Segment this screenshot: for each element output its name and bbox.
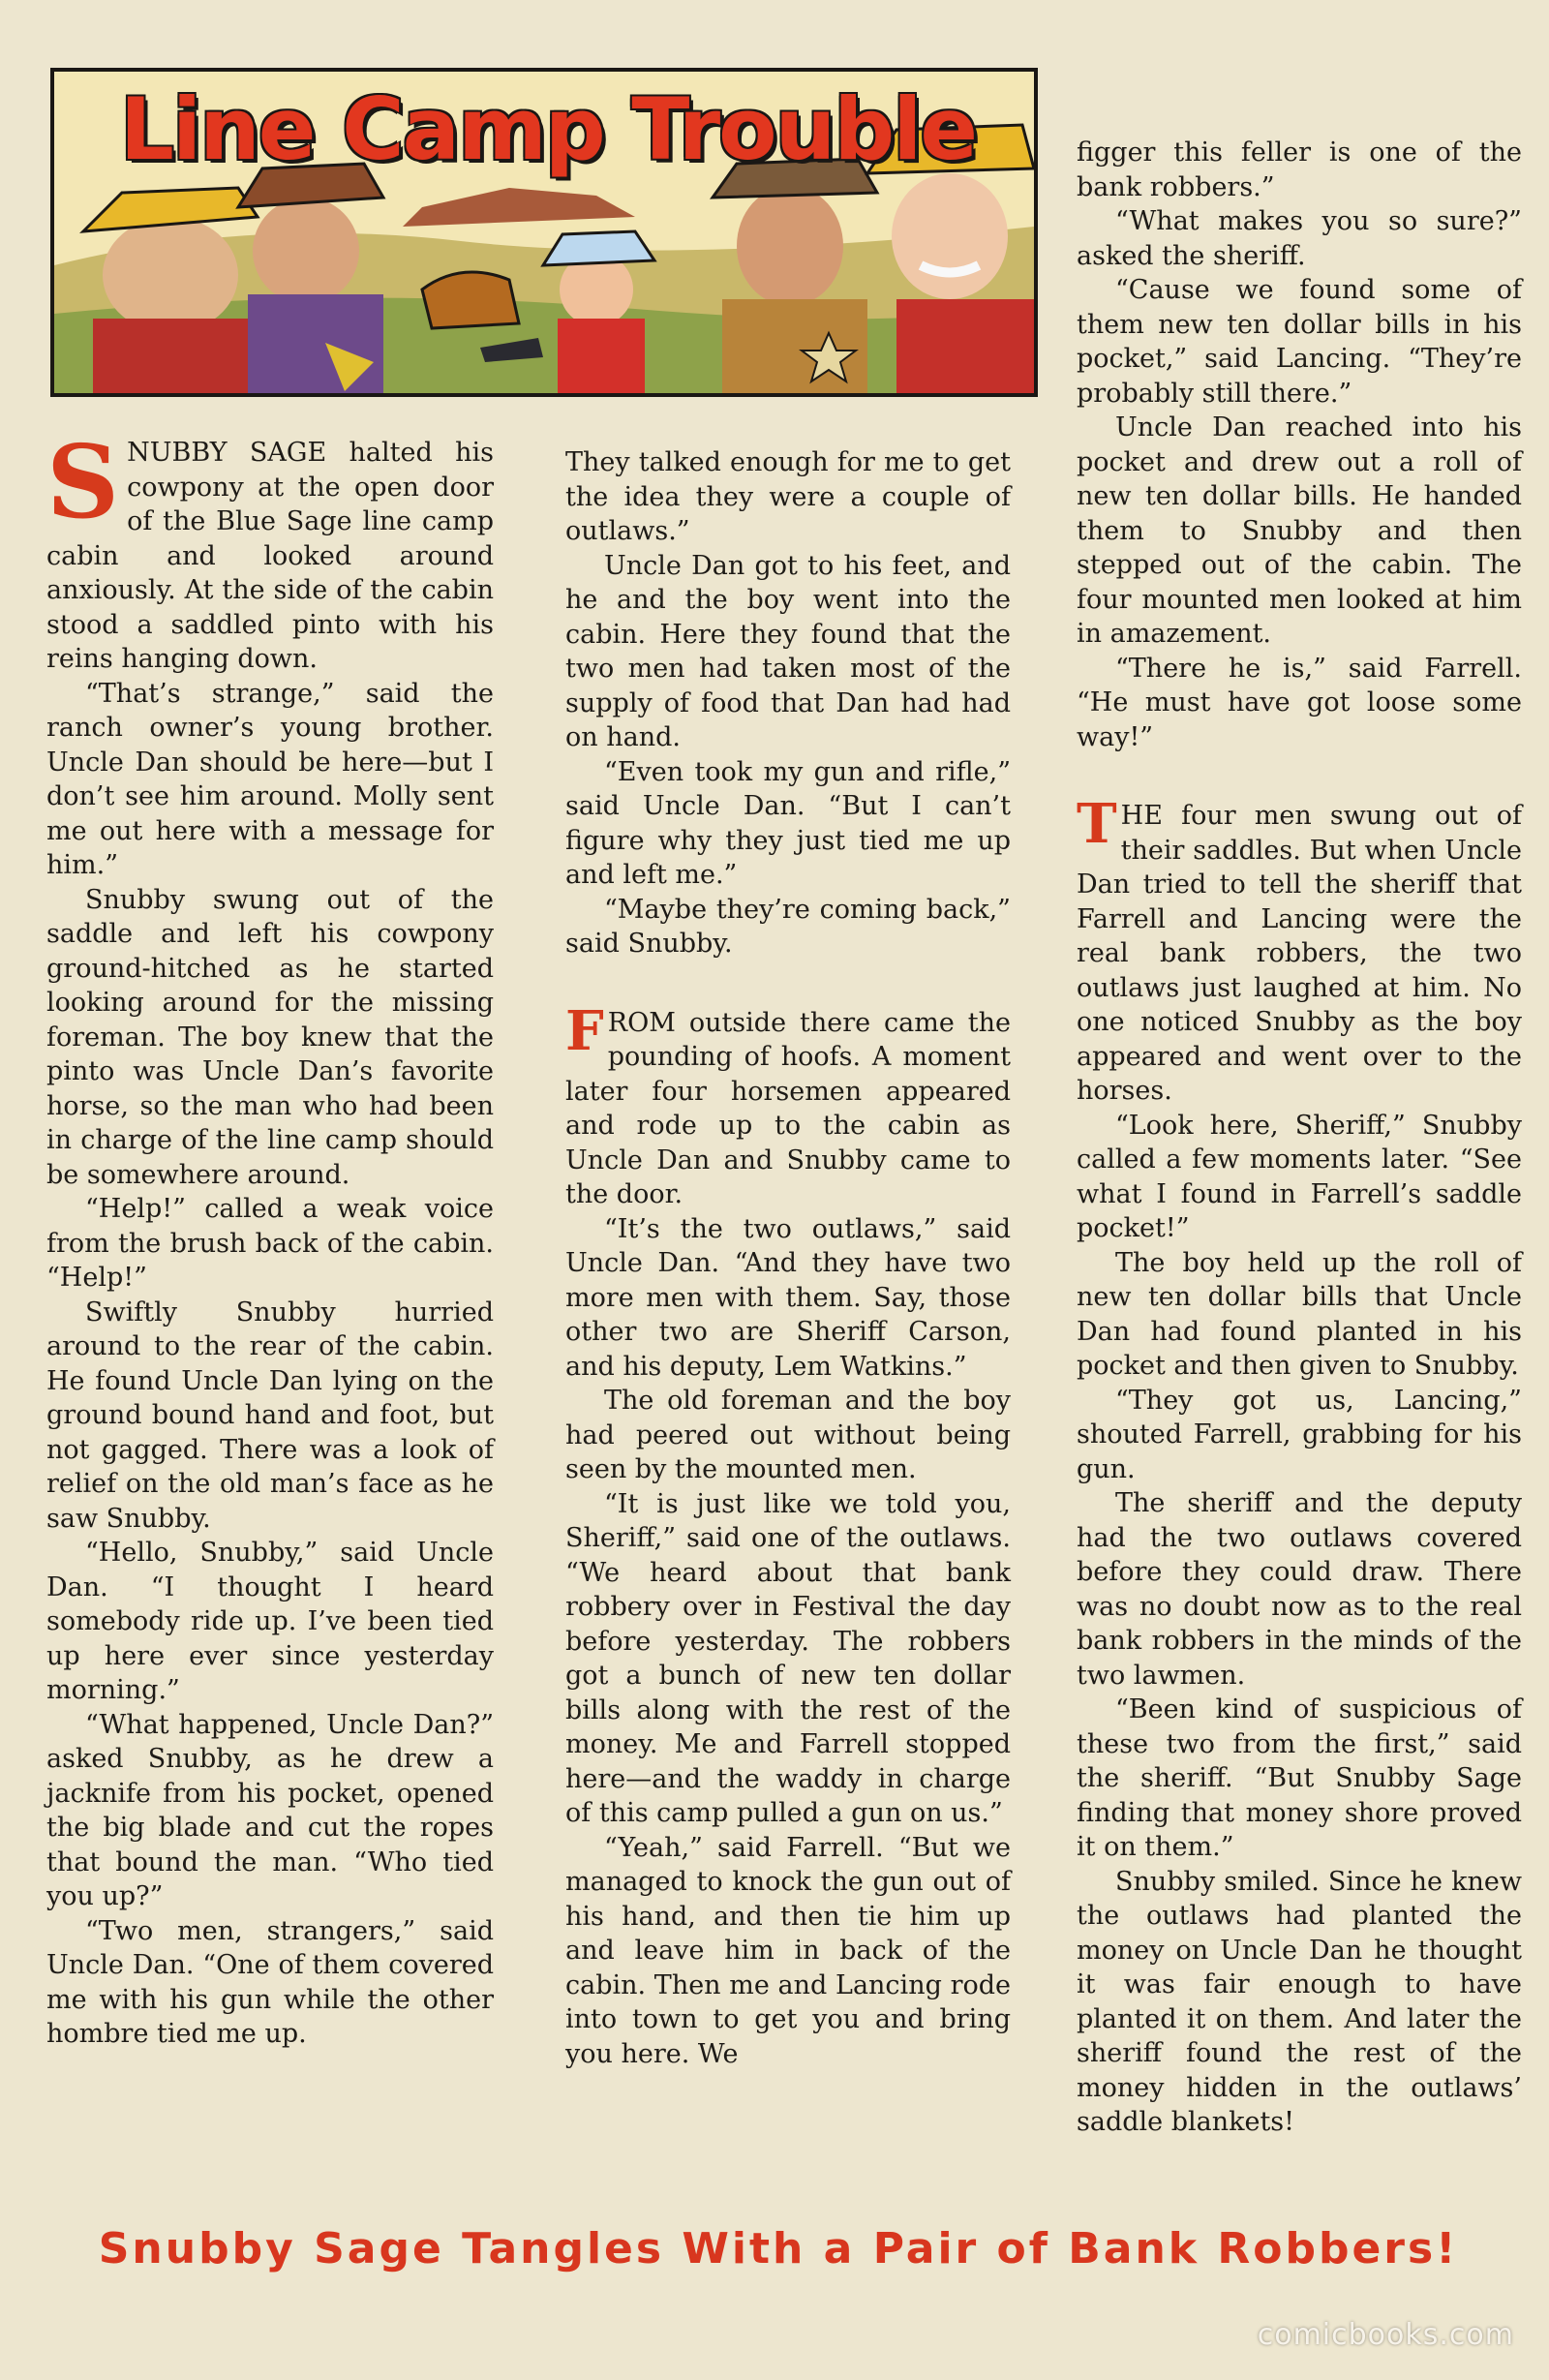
- paragraph: “What makes you so sure?” asked the sheriff.: [1077, 206, 1522, 271]
- paragraph: “It is just like we told you, Sheriff,” said one of the outlaws. “We heard about that bank robbery over in Festival the day before yesterday. The robbers got a bunch of new ten dollar bills along with the rest of the money. Me and Farrell stopped here—and the waddy in charge of this camp pulled a gun on us.”: [565, 1488, 1011, 1828]
- text-column-3: [1077, 136, 1522, 2140]
- section-gap: [1077, 754, 1522, 799]
- paragraph: “Been kind of suspicious of these two from the first,” said the sheriff. “But Snubby Sage finding that money shore proved it on them.”: [1077, 1694, 1522, 1862]
- paragraph: The boy held up the roll of new ten dollar bills that Uncle Dan had found planted in his pocket and then given to Snubby.: [1077, 1247, 1522, 1381]
- paragraph: Uncle Dan reached into his pocket and drew out a roll of new ten dollar bills. He handed them to Snubby and then stepped out of the cabin. The four mounted men looked at him in amazement.: [1077, 412, 1522, 649]
- text-column-1: [46, 422, 494, 2052]
- paragraph: “Even took my gun and rifle,” said Uncle Dan. “But I can’t figure why they just tied me up and left me.”: [565, 756, 1011, 890]
- text-column-2: [565, 445, 1011, 2071]
- paragraph: The old foreman and the boy had peered out without being seen by the mounted men.: [565, 1386, 1011, 1484]
- paragraph: Snubby swung out of the saddle and left his cowpony ground-hitched as he started looking around for the missing foreman. The boy knew that the pinto was Uncle Dan’s favorite horse, so the man who had been in charge of the line camp should be somewhere around.: [46, 884, 494, 1190]
- paragraph: “Yeah,” said Farrell. “But we managed to knock the gun out of his hand, and then tie him up and leave him in back of the cabin. Then me and Lancing rode into town to get you and bring you here. We: [565, 1832, 1011, 2069]
- paragraph: “It’s the two outlaws,” said Uncle Dan. “And they have two more men with them. Say, those other two are Sheriff Carson, and his deputy, Lem Watkins.”: [565, 1213, 1011, 1382]
- title-panel-illustration: [50, 68, 1038, 397]
- drop-cap: F: [565, 998, 604, 1063]
- paragraph: The sheriff and the deputy had the two outlaws covered before they could draw. There was no doubt now as to the real bank robbers in the minds of the two lawmen.: [1077, 1488, 1522, 1691]
- paragraph: ROM outside there came the pounding of hoofs. A moment later four horsemen appeared and rode up to the cabin as Uncle Dan and Snubby came to the door.: [565, 1007, 1011, 1209]
- drop-cap: S: [46, 422, 120, 541]
- paragraph: “Cause we found some of them new ten dollar bills in his pocket,” said Lancing. “They’re probably still there.”: [1077, 275, 1522, 409]
- paragraph: “There he is,” said Farrell. “He must have got loose some way!”: [1077, 653, 1522, 752]
- paragraph: NUBBY SAGE halted his cowpony at the open door of the Blue Sage line camp cabin and looked around anxiously. At the side of the cabin stood a saddled pinto with his reins hanging down.: [46, 438, 494, 674]
- paragraph: “Hello, Snubby,” said Uncle Dan. “I thought I heard somebody ride up. I’ve been tied up here ever since yesterday morning.”: [46, 1538, 494, 1705]
- paragraph: They talked enough for me to get the idea they were a couple of outlaws.”: [565, 447, 1011, 546]
- paragraph: Snubby smiled. Since he knew the outlaws had planted the money on Uncle Dan he thought it was fair enough to have planted it on them. And later the sheriff found the rest of the money hidden in the outlaws’ saddle blankets!: [1077, 1866, 1522, 2137]
- paragraph: “Maybe they’re coming back,” said Snubby.: [565, 894, 1011, 959]
- paragraph: “Look here, Sheriff,” Snubby called a few moments later. “See what I found in Farrell’s saddle pocket!”: [1077, 1110, 1522, 1243]
- paragraph: “They got us, Lancing,” shouted Farrell, grabbing for his gun.: [1077, 1385, 1522, 1484]
- paragraph: figger this feller is one of the bank robbers.”: [1077, 137, 1522, 202]
- site-watermark: comicbooks.com: [1257, 2318, 1514, 2352]
- story-title: Line Camp Trouble: [119, 79, 977, 179]
- drop-cap: T: [1077, 792, 1117, 856]
- paragraph: Uncle Dan got to his feet, and he and the boy went into the cabin. Here they found that the two men had taken most of the supply of food that Dan had had on hand.: [565, 550, 1011, 752]
- paragraph: “Two men, strangers,” said Uncle Dan. “One of them covered me with his gun while the other hombre tied me up.: [46, 1915, 494, 2049]
- paragraph: “That’s strange,” said the ranch owner’s young brother. Uncle Dan should be here—but I don’t see him around. Molly sent me out here with a message for him.”: [46, 678, 494, 880]
- paragraph: HE four men swung out of their saddles. But when Uncle Dan tried to tell the sheriff that Farrell and Lancing were the real bank robbers, the two outlaws just laughed at him. No one noticed Snubby as the boy appeared and went over to the horses.: [1077, 801, 1522, 1106]
- paragraph: “Help!” called a weak voice from the brush back of the cabin. “Help!”: [46, 1194, 494, 1293]
- section-gap: [565, 961, 1011, 1006]
- story-tagline: Snubby Sage Tangles With a Pair of Bank Robbers!: [98, 2224, 1459, 2273]
- paragraph: Swiftly Snubby hurried around to the rear of the cabin. He found Uncle Dan lying on the ground bound hand and foot, but not gagged. There was a look of relief on the old man’s face as he saw Snubby.: [46, 1297, 494, 1534]
- paragraph: “What happened, Uncle Dan?” asked Snubby, as he drew a jacknife from his pocket, opened the big blade and cut the ropes that bound the man. “Who tied you up?”: [46, 1709, 494, 1911]
